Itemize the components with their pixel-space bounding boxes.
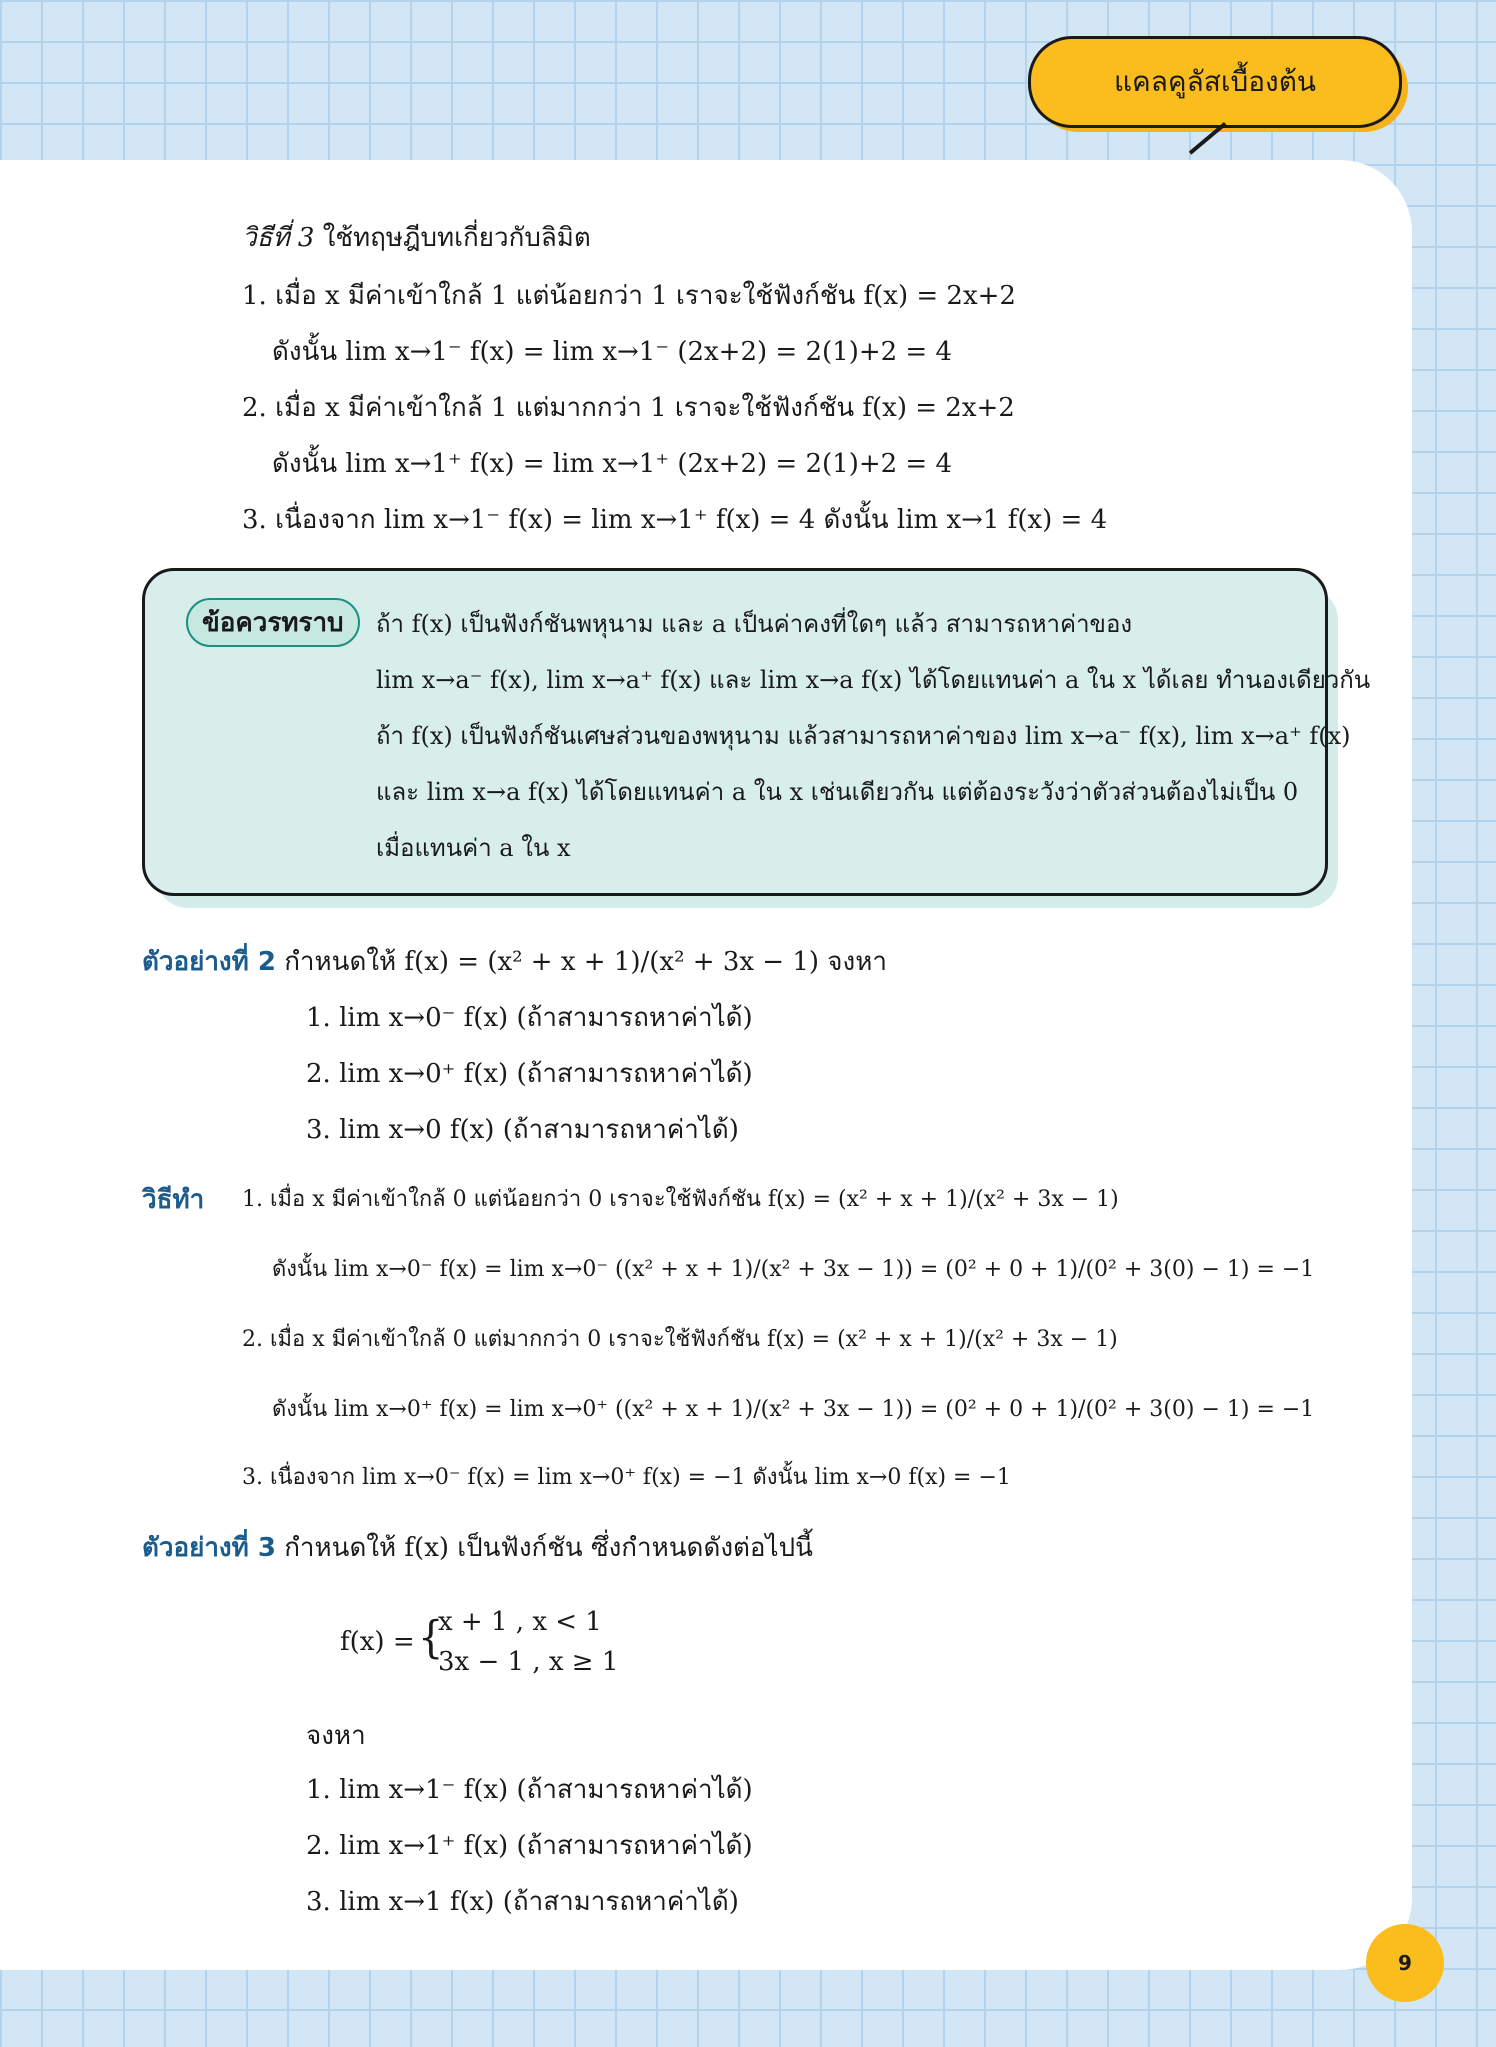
note-line-4: และ lim x→a f(x) ได้โดยแทนค่า a ใน x เช่นเดียวกัน แต่ต้องระวังว่าตัวส่วนต้องไม่เป็น 0 — [376, 778, 1299, 806]
piecewise-piece-2: 3x − 1 , x ≥ 1 — [438, 1647, 619, 1677]
method3-title-rest: ใช้ทฤษฎีบทเกี่ยวกับลิมิต — [322, 223, 591, 253]
example3-find: จงหา — [306, 1721, 366, 1751]
solution-label: วิธีทำ — [142, 1185, 205, 1215]
method3-line-1: 1. เมื่อ x มีค่าเข้าใกล้ 1 แต่น้อยกว่า 1 เราจะใช้ฟังก์ชัน f(x) = 2x+2 — [242, 281, 1016, 311]
method3-title: วิธีที่ 3 — [242, 223, 315, 253]
method3-line-2: ดังนั้น lim x→1⁻ f(x) = lim x→1⁻ (2x+2) = 2(1)+2 = 4 — [272, 337, 953, 367]
solution-line-5: 3. เนื่องจาก lim x→0⁻ f(x) = lim x→0⁺ f(x) = −1 ดังนั้น lim x→0 f(x) = −1 — [242, 1465, 1011, 1490]
example3-item-3: 3. lim x→1 f(x) (ถ้าสามารถหาค่าได้) — [306, 1887, 739, 1917]
example2-label: ตัวอย่างที่ 2 — [142, 947, 276, 977]
method3-line-4: ดังนั้น lim x→1⁺ f(x) = lim x→1⁺ (2x+2) = 2(1)+2 = 4 — [272, 449, 953, 479]
piecewise-lhs: f(x) = — [340, 1627, 415, 1657]
note-line-1: ถ้า f(x) เป็นฟังก์ชันพหุนาม และ a เป็นค่าคงที่ใดๆ แล้ว สามารถหาค่าของ — [376, 610, 1133, 638]
note-line-5: เมื่อแทนค่า a ใน x — [376, 834, 571, 862]
method3-heading — [242, 220, 591, 256]
example2-statement: กำหนดให้ f(x) = (x² + x + 1)/(x² + 3x − 1) จงหา — [284, 947, 887, 977]
method3-line-5: 3. เนื่องจาก lim x→1⁻ f(x) = lim x→1⁺ f(x) = 4 ดังนั้น lim x→1 f(x) = 4 — [242, 505, 1108, 535]
note-line-3: ถ้า f(x) เป็นฟังก์ชันเศษส่วนของพหุนาม แล้วสามารถหาค่าของ lim x→a⁻ f(x), lim x→a⁺ f(x) — [376, 722, 1351, 750]
example2-item-3: 3. lim x→0 f(x) (ถ้าสามารถหาค่าได้) — [306, 1115, 739, 1145]
piecewise-brace: { — [418, 1612, 444, 1664]
page-number: 9 — [1366, 1924, 1444, 2002]
piecewise-piece-1: x + 1 , x < 1 — [438, 1607, 602, 1637]
solution-line-2: ดังนั้น lim x→0⁻ f(x) = lim x→0⁻ ((x² + x + 1)/(x² + 3x − 1)) = (0² + 0 + 1)/(0² + 3(0) − 1) = −1 — [272, 1257, 1315, 1282]
example3-item-2: 2. lim x→1⁺ f(x) (ถ้าสามารถหาค่าได้) — [306, 1831, 753, 1861]
note-line-2: lim x→a⁻ f(x), lim x→a⁺ f(x) และ lim x→a f(x) ได้โดยแทนค่า a ใน x ได้เลย ทำนองเดียวกัน — [376, 666, 1371, 694]
chapter-tab-title: แคลคูลัสเบื้องต้น — [1028, 36, 1402, 128]
example3-item-1: 1. lim x→1⁻ f(x) (ถ้าสามารถหาค่าได้) — [306, 1775, 753, 1805]
solution-line-4: ดังนั้น lim x→0⁺ f(x) = lim x→0⁺ ((x² + x + 1)/(x² + 3x − 1)) = (0² + 0 + 1)/(0² + 3(0) − 1) = −1 — [272, 1397, 1315, 1422]
solution-line-1: 1. เมื่อ x มีค่าเข้าใกล้ 0 แต่น้อยกว่า 0 เราจะใช้ฟังก์ชัน f(x) = (x² + x + 1)/(x² + 3x − 1) — [242, 1187, 1119, 1212]
example3-statement: กำหนดให้ f(x) เป็นฟังก์ชัน ซึ่งกำหนดดังต่อไปนี้ — [284, 1533, 813, 1563]
example3-heading — [142, 1530, 813, 1566]
example2-heading — [142, 944, 887, 980]
method3-line-3: 2. เมื่อ x มีค่าเข้าใกล้ 1 แต่มากกว่า 1 เราจะใช้ฟังก์ชัน f(x) = 2x+2 — [242, 393, 1015, 423]
example2-item-2: 2. lim x→0⁺ f(x) (ถ้าสามารถหาค่าได้) — [306, 1059, 753, 1089]
example3-label: ตัวอย่างที่ 3 — [142, 1533, 276, 1563]
solution-heading — [142, 1182, 204, 1218]
solution-line-3: 2. เมื่อ x มีค่าเข้าใกล้ 0 แต่มากกว่า 0 เราจะใช้ฟังก์ชัน f(x) = (x² + x + 1)/(x² + 3x − 1) — [242, 1327, 1118, 1352]
note-badge: ข้อควรทราบ — [186, 598, 360, 647]
example2-item-1: 1. lim x→0⁻ f(x) (ถ้าสามารถหาค่าได้) — [306, 1003, 753, 1033]
